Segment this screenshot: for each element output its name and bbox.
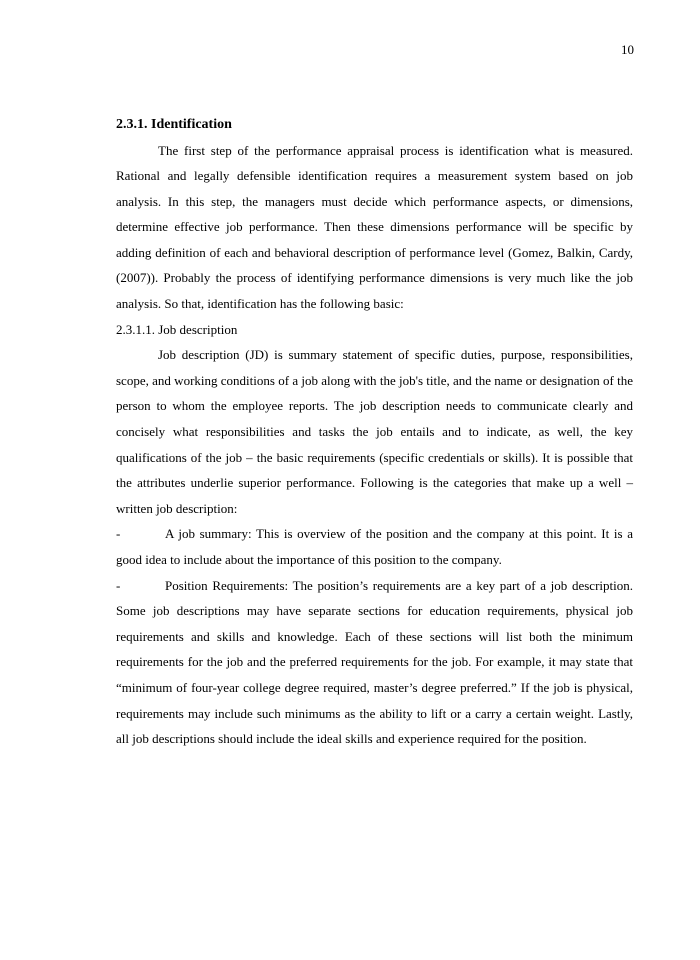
subheading-job-description: 2.3.1.1. Job description	[116, 321, 238, 337]
paragraph-job-description: Job description (JD) is summary statement of specific duties, purpose, responsibilities, scope, and working conditions of a job along with the job's title, and the name or designation of the person to whom the employee reports. The job description needs to communicate clearly and concisely what responsibilities and tasks the job entails and to indicate, as well, the key qualifications of the job – the basic requirements (specific credentials or skills). It is possible that the attributes underlie superior performance. Following is the categories that make up a well –written job description:	[116, 347, 633, 516]
bullet-item-position-requirements	[116, 573, 633, 752]
bullet-text: Position Requirements: The position’s requirements are a key part of a job description. Some job descriptions may have separate sections for education requirements, physical job requirements and skills and knowledge. Each of these sections will list both the minimum requirements for the job and the preferred requirements for the job. For example, it may state that “minimum of four-year college degree required, master’s degree preferred.” If the job is physical, requirements may include such minimums as the ability to lift or a carry a certain weight. Lastly, all job descriptions should include the ideal skills and experience required for the position.	[116, 577, 633, 747]
bullet-dash: -	[116, 526, 121, 542]
bullet-item-job-summary	[116, 521, 633, 572]
section-heading: 2.3.1. Identification	[116, 117, 232, 132]
bullet-dash: -	[116, 577, 121, 593]
page-number: 10	[621, 42, 634, 57]
document-body	[116, 112, 633, 752]
bullet-text: A job summary: This is overview of the position and the company at this point. It is a good idea to include about the importance of this position to the company.	[116, 526, 633, 567]
paragraph-identification: The first step of the performance appraisal process is identification what is measured. Rational and legally defensible identification requires a measurement system based on job analysis. In this step, the managers must decide which performance aspects, or dimensions, determine effective job performance. Then these dimensions performance will be specific by adding definition of each and behavioral description of performance level (Gomez, Balkin, Cardy, (2007)). Probably the process of identifying performance dimensions is very much like the job analysis. So that, identification has the following basic:	[116, 142, 633, 312]
